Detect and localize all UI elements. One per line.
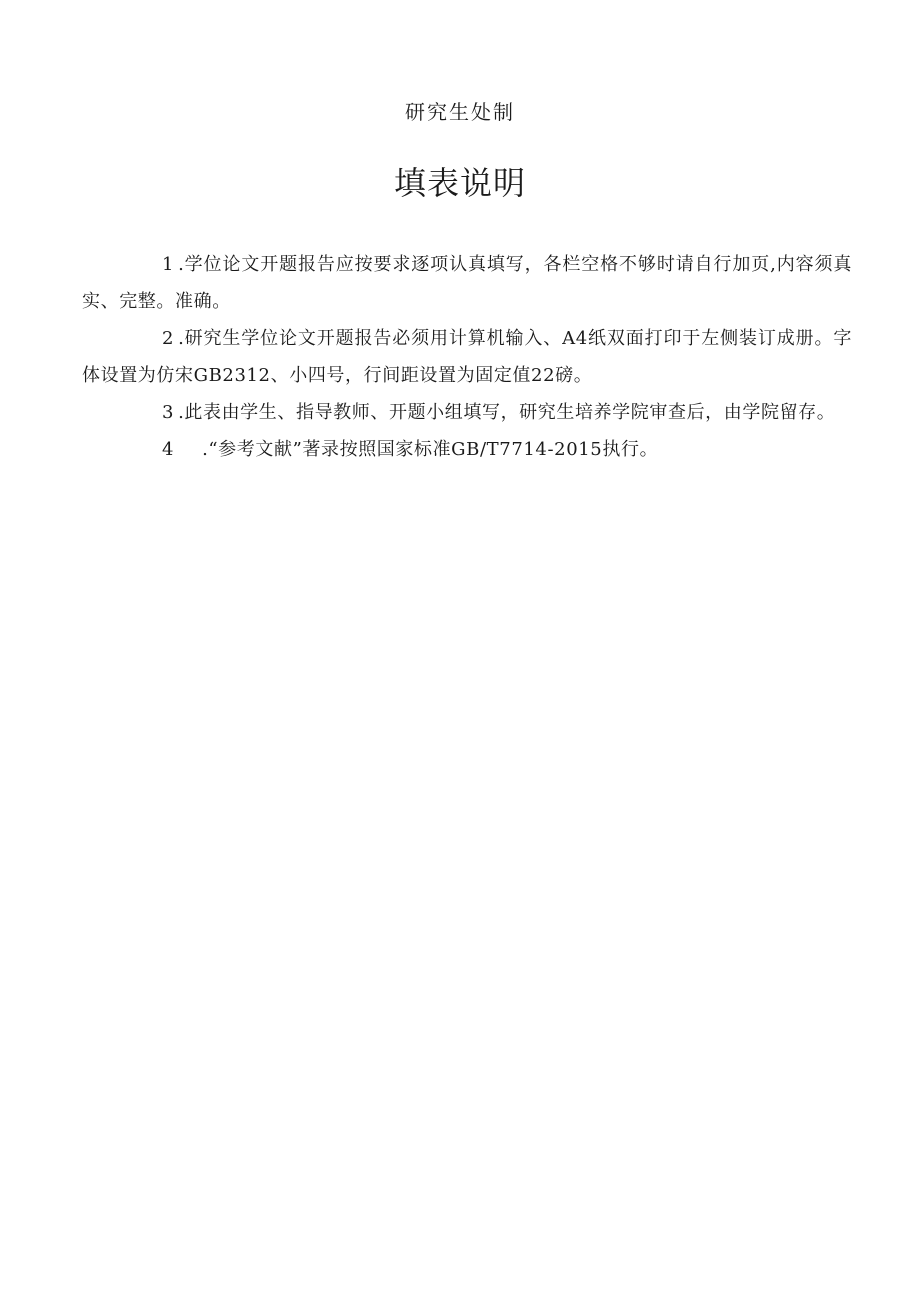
instruction-number: 4	[162, 439, 175, 460]
instruction-item	[82, 394, 852, 431]
instruction-number: 1	[162, 254, 175, 275]
instruction-item	[82, 246, 852, 320]
instruction-number: 3	[162, 402, 175, 423]
instructions-list	[82, 246, 852, 468]
issuing-office-label: 研究生处制	[405, 100, 515, 124]
instruction-text: .此表由学生、指导教师、开题小组填写，研究生培养学院审查后，由学院留存。	[178, 402, 836, 423]
instruction-item	[82, 320, 852, 394]
page-title: 填表说明	[393, 164, 526, 202]
instruction-text: .“参考文献”著录按照国家标准GB/T7714-2015执行。	[202, 439, 659, 460]
instruction-text: .研究生学位论文开题报告必须用计算机输入、A4纸双面打印于左侧装订成册。字体设置为仿宋GB2312、小四号，行间距设置为固定值22磅。	[82, 328, 852, 386]
instruction-text: .学位论文开题报告应按要求逐项认真填写，各栏空格不够时请自行加页,内容须真实、完整。准确。	[82, 254, 852, 312]
instruction-number: 2	[162, 328, 175, 349]
instruction-item	[82, 431, 852, 468]
